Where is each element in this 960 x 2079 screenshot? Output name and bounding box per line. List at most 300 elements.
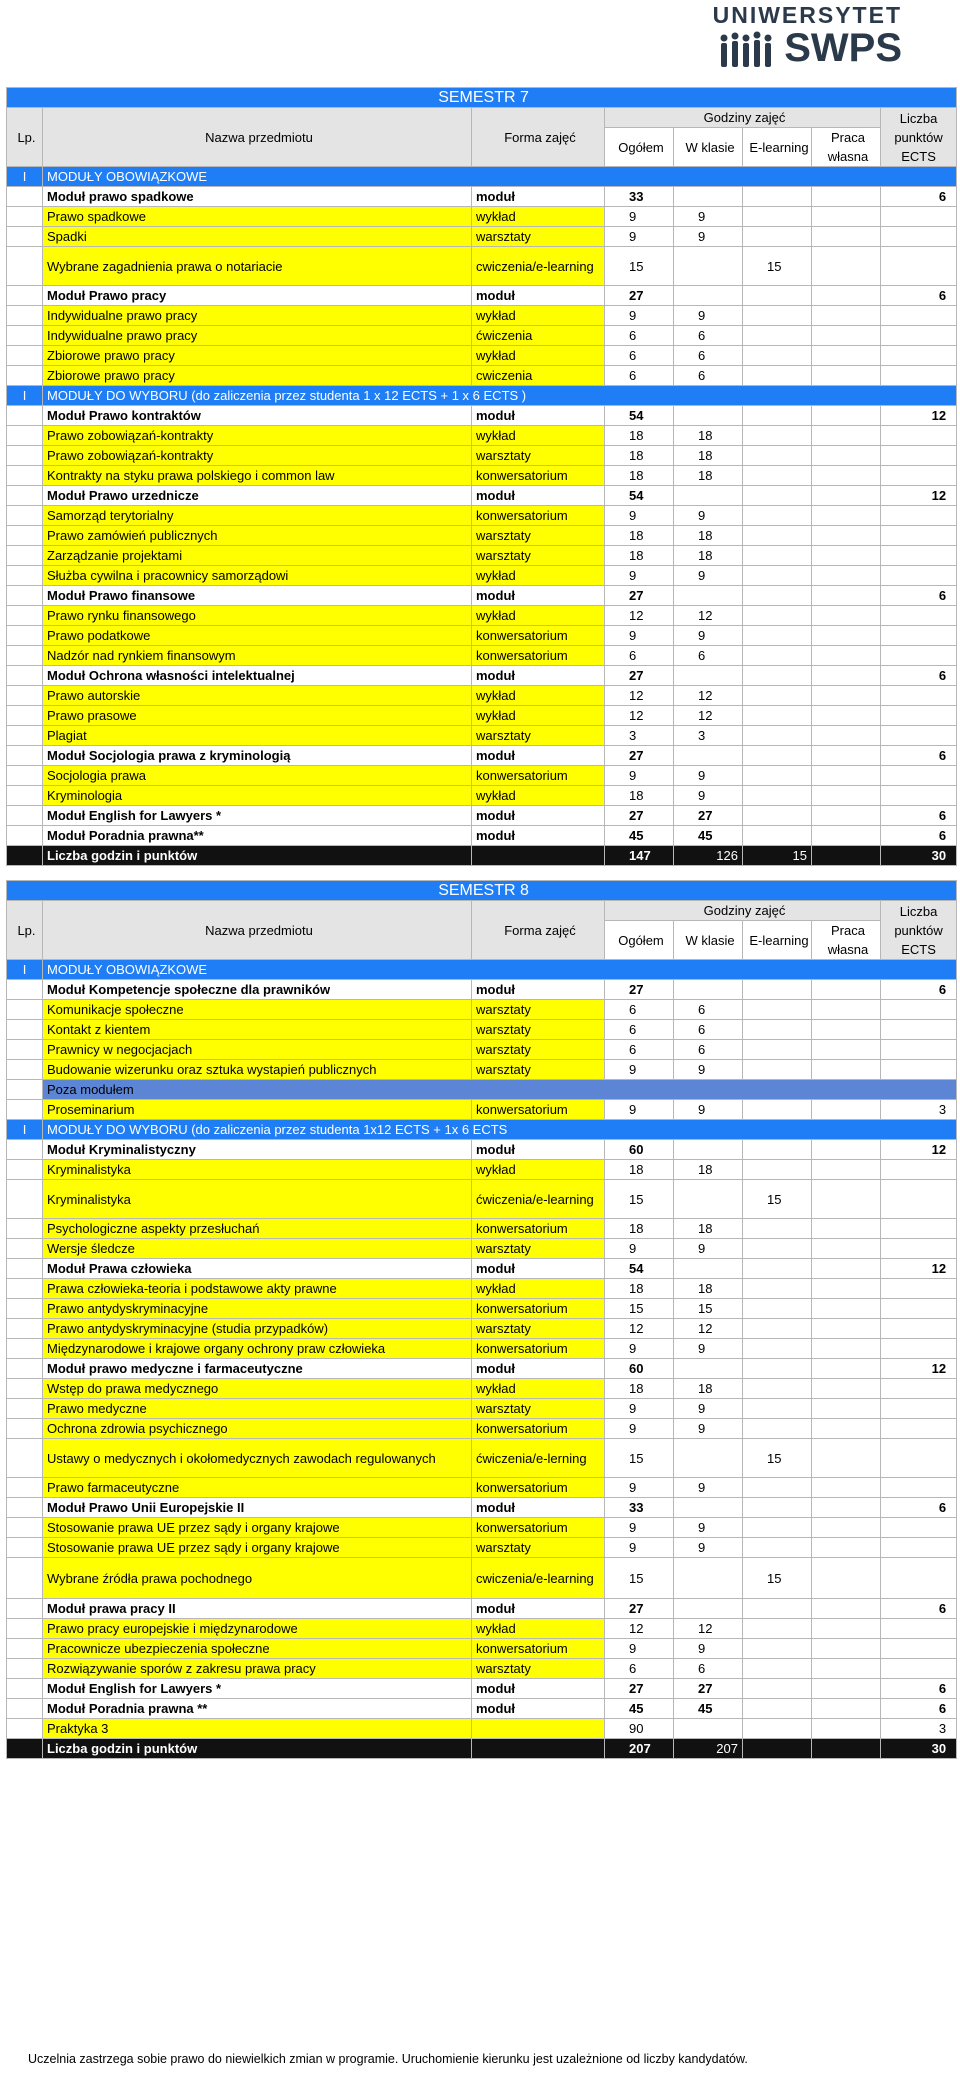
row-elearning: 15 (743, 1439, 812, 1478)
row-forma: warsztaty (472, 1319, 605, 1339)
row-wklasie: 18 (674, 426, 743, 446)
row-ogolem: 12 (605, 606, 674, 626)
row-ects (881, 1619, 957, 1639)
table-row (7, 187, 957, 207)
row-name: Kontakt z kientem (43, 1020, 472, 1040)
row-name: Liczba godzin i punktów (43, 846, 472, 866)
row-praca (812, 666, 881, 686)
row-name: Prawa człowieka-teoria i podstawowe akty prawne (43, 1279, 472, 1299)
section-title: MODUŁY DO WYBORU (do zaliczenia przez studenta 1 x 12 ECTS + 1 x 6 ECTS ) (43, 386, 957, 406)
table-row (7, 1000, 957, 1020)
row-name: Moduł Ochrona własności intelektualnej (43, 666, 472, 686)
section-title: MODUŁY DO WYBORU (do zaliczenia przez studenta 1x12 ECTS + 1x 6 ECTS (43, 1120, 957, 1140)
row-ogolem: 6 (605, 646, 674, 666)
table-row (7, 1080, 957, 1100)
table-row (7, 1599, 957, 1619)
row-ogolem: 18 (605, 546, 674, 566)
row-lp (7, 1080, 43, 1100)
row-ects: 6 (881, 1699, 957, 1719)
row-forma: cwiczenia/e-learning (472, 1558, 605, 1599)
row-praca (812, 366, 881, 386)
header-wklasie: W klasie (674, 921, 743, 960)
row-lp (7, 326, 43, 346)
row-elearning (743, 826, 812, 846)
row-ogolem: 18 (605, 1279, 674, 1299)
row-forma: konwersatorium (472, 1478, 605, 1498)
row-praca (812, 446, 881, 466)
table-row (7, 1379, 957, 1399)
row-name: Moduł Prawo Unii Europejskie II (43, 1498, 472, 1518)
row-ogolem: 9 (605, 207, 674, 227)
row-lp (7, 526, 43, 546)
table-row (7, 1538, 957, 1558)
row-wklasie: 27 (674, 806, 743, 826)
row-wklasie: 9 (674, 1339, 743, 1359)
semester-title-row (7, 881, 957, 901)
row-praca (812, 1699, 881, 1719)
row-wklasie: 9 (674, 506, 743, 526)
table-row (7, 626, 957, 646)
row-elearning (743, 1399, 812, 1419)
row-forma: moduł (472, 1699, 605, 1719)
row-forma: warsztaty (472, 1659, 605, 1679)
row-lp (7, 1719, 43, 1739)
row-ects (881, 1379, 957, 1399)
row-praca (812, 746, 881, 766)
row-wklasie (674, 187, 743, 207)
row-ogolem: 9 (605, 1100, 674, 1120)
row-lp (7, 1219, 43, 1239)
row-ogolem: 27 (605, 1599, 674, 1619)
row-lp (7, 1180, 43, 1219)
row-wklasie: 18 (674, 1279, 743, 1299)
row-praca (812, 1259, 881, 1279)
row-elearning (743, 346, 812, 366)
row-wklasie: 9 (674, 227, 743, 247)
row-forma (472, 1739, 605, 1759)
logo-line2: SWPS (784, 26, 902, 70)
row-forma: wykład (472, 706, 605, 726)
row-lp (7, 207, 43, 227)
row-praca (812, 1180, 881, 1219)
row-ects (881, 1279, 957, 1299)
row-wklasie: 6 (674, 1000, 743, 1020)
row-ects (881, 646, 957, 666)
row-lp (7, 1739, 43, 1759)
row-name: Moduł Kompetencje społeczne dla prawników (43, 980, 472, 1000)
row-name: Wstęp do prawa medycznego (43, 1379, 472, 1399)
row-ects (881, 446, 957, 466)
row-praca (812, 1599, 881, 1619)
row-ects: 6 (881, 746, 957, 766)
row-praca (812, 466, 881, 486)
table-row (7, 1219, 957, 1239)
row-lp (7, 506, 43, 526)
row-forma: wykład (472, 566, 605, 586)
row-lp (7, 1259, 43, 1279)
row-ogolem: 6 (605, 1659, 674, 1679)
table-row (7, 466, 957, 486)
row-elearning (743, 746, 812, 766)
table-row (7, 306, 957, 326)
row-ogolem: 12 (605, 1319, 674, 1339)
row-wklasie: 9 (674, 306, 743, 326)
row-ogolem: 15 (605, 1558, 674, 1599)
row-elearning (743, 1679, 812, 1699)
row-wklasie: 18 (674, 546, 743, 566)
row-ects: 6 (881, 187, 957, 207)
row-forma: wykład (472, 426, 605, 446)
row-forma: konwersatorium (472, 766, 605, 786)
row-forma: wykład (472, 207, 605, 227)
table-row (7, 666, 957, 686)
table-row (7, 566, 957, 586)
row-ogolem: 18 (605, 426, 674, 446)
table-row (7, 1020, 957, 1040)
row-ogolem: 6 (605, 366, 674, 386)
row-forma: moduł (472, 1599, 605, 1619)
row-ects (881, 1160, 957, 1180)
semester-title: SEMESTR 7 (7, 88, 957, 108)
row-name: Prawo medyczne (43, 1399, 472, 1419)
section-title: MODUŁY OBOWIĄZKOWE (43, 167, 957, 187)
table-row (7, 1679, 957, 1699)
row-ects (881, 1518, 957, 1538)
row-forma: warsztaty (472, 1060, 605, 1080)
row-forma: warsztaty (472, 1040, 605, 1060)
row-elearning (743, 207, 812, 227)
row-elearning (743, 1160, 812, 1180)
row-ects (881, 1319, 957, 1339)
row-name: Wybrane zagadnienia prawa o notariacie (43, 247, 472, 286)
row-ogolem: 9 (605, 1399, 674, 1419)
row-name: Moduł Poradnia prawna ** (43, 1699, 472, 1719)
table-row (7, 766, 957, 786)
university-logo (712, 2, 902, 70)
row-ects: 3 (881, 1100, 957, 1120)
row-wklasie: 126 (674, 846, 743, 866)
row-wklasie (674, 247, 743, 286)
header-praca: Praca własna (812, 128, 881, 167)
row-ogolem: 9 (605, 227, 674, 247)
row-elearning (743, 606, 812, 626)
row-lp (7, 1279, 43, 1299)
row-wklasie (674, 980, 743, 1000)
row-ogolem: 12 (605, 706, 674, 726)
row-name: Zarządzanie projektami (43, 546, 472, 566)
row-ogolem: 27 (605, 1679, 674, 1699)
row-forma: konwersatorium (472, 1219, 605, 1239)
row-forma: konwersatorium (472, 1639, 605, 1659)
row-ogolem: 18 (605, 526, 674, 546)
row-elearning (743, 666, 812, 686)
row-elearning (743, 1339, 812, 1359)
row-name: Moduł prawa pracy II (43, 1599, 472, 1619)
header-forma: Forma zajęć (472, 901, 605, 960)
row-forma: cwiczenia/e-learning (472, 247, 605, 286)
row-name: Nadzór nad rynkiem finansowym (43, 646, 472, 666)
row-name: Liczba godzin i punktów (43, 1739, 472, 1759)
row-forma: warsztaty (472, 1538, 605, 1558)
table-row (7, 167, 957, 187)
row-name: Prawo antydyskryminacyjne (studia przypadków) (43, 1319, 472, 1339)
row-lp (7, 766, 43, 786)
row-ogolem: 6 (605, 346, 674, 366)
row-name: Wersje śledcze (43, 1239, 472, 1259)
row-lp (7, 1518, 43, 1538)
row-name: Moduł English for Lawyers * (43, 1679, 472, 1699)
row-lp (7, 366, 43, 386)
row-name: Kontrakty na styku prawa polskiego i common law (43, 466, 472, 486)
row-elearning: 15 (743, 247, 812, 286)
row-ogolem: 9 (605, 1239, 674, 1259)
table-row (7, 1040, 957, 1060)
row-lp (7, 666, 43, 686)
row-praca (812, 1498, 881, 1518)
header-praca: Praca własna (812, 921, 881, 960)
row-lp (7, 187, 43, 207)
row-ects (881, 1060, 957, 1080)
row-ects: 12 (881, 486, 957, 506)
row-lp (7, 247, 43, 286)
row-ogolem: 15 (605, 1439, 674, 1478)
row-ogolem: 18 (605, 1379, 674, 1399)
row-ects (881, 706, 957, 726)
row-elearning (743, 1259, 812, 1279)
table-row (7, 526, 957, 546)
row-wklasie: 9 (674, 1399, 743, 1419)
table-row (7, 1719, 957, 1739)
row-forma: konwersatorium (472, 1299, 605, 1319)
row-lp (7, 1060, 43, 1080)
header-nazwa: Nazwa przedmiotu (43, 901, 472, 960)
table-row (7, 227, 957, 247)
table-row (7, 446, 957, 466)
row-ects (881, 306, 957, 326)
row-elearning (743, 486, 812, 506)
row-praca (812, 247, 881, 286)
row-forma: warsztaty (472, 1020, 605, 1040)
row-name: Plagiat (43, 726, 472, 746)
section-lp: I (7, 960, 43, 980)
row-ects (881, 247, 957, 286)
row-lp (7, 306, 43, 326)
row-elearning (743, 1659, 812, 1679)
row-ects: 12 (881, 1359, 957, 1379)
row-forma: wykład (472, 1619, 605, 1639)
row-wklasie (674, 1719, 743, 1739)
table-row (7, 1339, 957, 1359)
row-name: Prawo farmaceutyczne (43, 1478, 472, 1498)
row-elearning (743, 506, 812, 526)
row-name: Komunikacje społeczne (43, 1000, 472, 1020)
row-lp (7, 1100, 43, 1120)
row-elearning (743, 466, 812, 486)
row-ogolem: 27 (605, 980, 674, 1000)
row-wklasie: 45 (674, 1699, 743, 1719)
row-elearning (743, 1239, 812, 1259)
people-figures-icon (718, 28, 776, 70)
row-ects (881, 546, 957, 566)
row-wklasie: 6 (674, 326, 743, 346)
row-name: Samorząd terytorialny (43, 506, 472, 526)
section-title: MODUŁY OBOWIĄZKOWE (43, 960, 957, 980)
row-ogolem: 18 (605, 446, 674, 466)
row-praca (812, 1379, 881, 1399)
row-lp (7, 1359, 43, 1379)
row-name: Prawo podatkowe (43, 626, 472, 646)
row-elearning (743, 426, 812, 446)
row-forma: warsztaty (472, 526, 605, 546)
row-ects (881, 1478, 957, 1498)
row-name: Prawo spadkowe (43, 207, 472, 227)
row-wklasie: 18 (674, 446, 743, 466)
table-row (7, 1699, 957, 1719)
row-elearning (743, 1478, 812, 1498)
row-name: Prawnicy w negocjacjach (43, 1040, 472, 1060)
table-row (7, 1160, 957, 1180)
row-ects (881, 1639, 957, 1659)
row-praca (812, 1000, 881, 1020)
row-name: Psychologiczne aspekty przesłuchań (43, 1219, 472, 1239)
row-praca (812, 326, 881, 346)
row-elearning (743, 1140, 812, 1160)
row-wklasie (674, 1498, 743, 1518)
row-ogolem: 18 (605, 1160, 674, 1180)
row-ects (881, 1020, 957, 1040)
row-name: Rozwiązywanie sporów z zakresu prawa pracy (43, 1659, 472, 1679)
row-ogolem: 9 (605, 1060, 674, 1080)
row-name: Międzynarodowe i krajowe organy ochrony praw człowieka (43, 1339, 472, 1359)
row-praca (812, 207, 881, 227)
row-forma: konwersatorium (472, 466, 605, 486)
row-forma: moduł (472, 826, 605, 846)
row-name: Moduł prawo medyczne i farmaceutyczne (43, 1359, 472, 1379)
row-praca (812, 626, 881, 646)
row-ogolem: 12 (605, 686, 674, 706)
row-wklasie (674, 1599, 743, 1619)
row-lp (7, 1140, 43, 1160)
row-ogolem: 3 (605, 726, 674, 746)
table-row (7, 247, 957, 286)
row-ects (881, 726, 957, 746)
row-wklasie: 9 (674, 786, 743, 806)
row-wklasie: 9 (674, 207, 743, 227)
row-praca (812, 1659, 881, 1679)
row-elearning (743, 1060, 812, 1080)
table-row (7, 1299, 957, 1319)
row-praca (812, 1299, 881, 1319)
row-ects (881, 686, 957, 706)
row-praca (812, 846, 881, 866)
row-elearning (743, 1359, 812, 1379)
row-name: Moduł Kryminalistyczny (43, 1140, 472, 1160)
row-lp (7, 1478, 43, 1498)
row-ogolem: 18 (605, 1219, 674, 1239)
row-wklasie (674, 406, 743, 426)
table-row (7, 506, 957, 526)
row-ogolem: 33 (605, 187, 674, 207)
row-ects (881, 1439, 957, 1478)
row-forma: konwersatorium (472, 1419, 605, 1439)
row-wklasie: 9 (674, 1478, 743, 1498)
row-lp (7, 1299, 43, 1319)
row-praca (812, 1319, 881, 1339)
row-elearning: 15 (743, 846, 812, 866)
row-praca (812, 1279, 881, 1299)
row-wklasie: 9 (674, 1419, 743, 1439)
row-elearning (743, 446, 812, 466)
row-praca (812, 286, 881, 306)
row-praca (812, 606, 881, 626)
row-name: Ochrona zdrowia psychicznego (43, 1419, 472, 1439)
row-praca (812, 1619, 881, 1639)
table-row (7, 366, 957, 386)
row-lp (7, 1020, 43, 1040)
row-wklasie: 27 (674, 1679, 743, 1699)
row-praca (812, 1439, 881, 1478)
row-name: Moduł Prawo urzednicze (43, 486, 472, 506)
row-lp (7, 1339, 43, 1359)
row-lp (7, 1419, 43, 1439)
row-wklasie: 9 (674, 1060, 743, 1080)
table-row (7, 726, 957, 746)
row-ects (881, 1339, 957, 1359)
row-forma: moduł (472, 1140, 605, 1160)
row-forma: wykład (472, 1279, 605, 1299)
table-row (7, 1259, 957, 1279)
row-wklasie: 18 (674, 1379, 743, 1399)
header-godziny: Godziny zajęć (605, 108, 881, 128)
table-row (7, 826, 957, 846)
row-name: Indywidualne prawo pracy (43, 326, 472, 346)
row-ogolem: 15 (605, 1180, 674, 1219)
table-row (7, 786, 957, 806)
row-lp (7, 1679, 43, 1699)
row-elearning (743, 786, 812, 806)
row-praca (812, 1060, 881, 1080)
row-lp (7, 227, 43, 247)
row-lp (7, 686, 43, 706)
row-praca (812, 506, 881, 526)
row-name: Prawo autorskie (43, 686, 472, 706)
table-row (7, 546, 957, 566)
row-wklasie: 9 (674, 1100, 743, 1120)
row-lp (7, 286, 43, 306)
section-lp: I (7, 386, 43, 406)
row-lp (7, 626, 43, 646)
row-forma: warsztaty (472, 227, 605, 247)
row-lp (7, 1319, 43, 1339)
table-row (7, 426, 957, 446)
row-ogolem: 54 (605, 486, 674, 506)
row-lp (7, 586, 43, 606)
row-wklasie: 12 (674, 686, 743, 706)
row-name: Prawo zamówień publicznych (43, 526, 472, 546)
header-row (7, 108, 957, 128)
row-wklasie: 9 (674, 1538, 743, 1558)
row-forma: moduł (472, 586, 605, 606)
table-row (7, 406, 957, 426)
table-row (7, 1619, 957, 1639)
row-elearning (743, 1419, 812, 1439)
row-praca (812, 1739, 881, 1759)
row-ects: 6 (881, 586, 957, 606)
table-row (7, 980, 957, 1000)
row-ogolem: 60 (605, 1140, 674, 1160)
row-elearning (743, 646, 812, 666)
row-ogolem: 6 (605, 1000, 674, 1020)
